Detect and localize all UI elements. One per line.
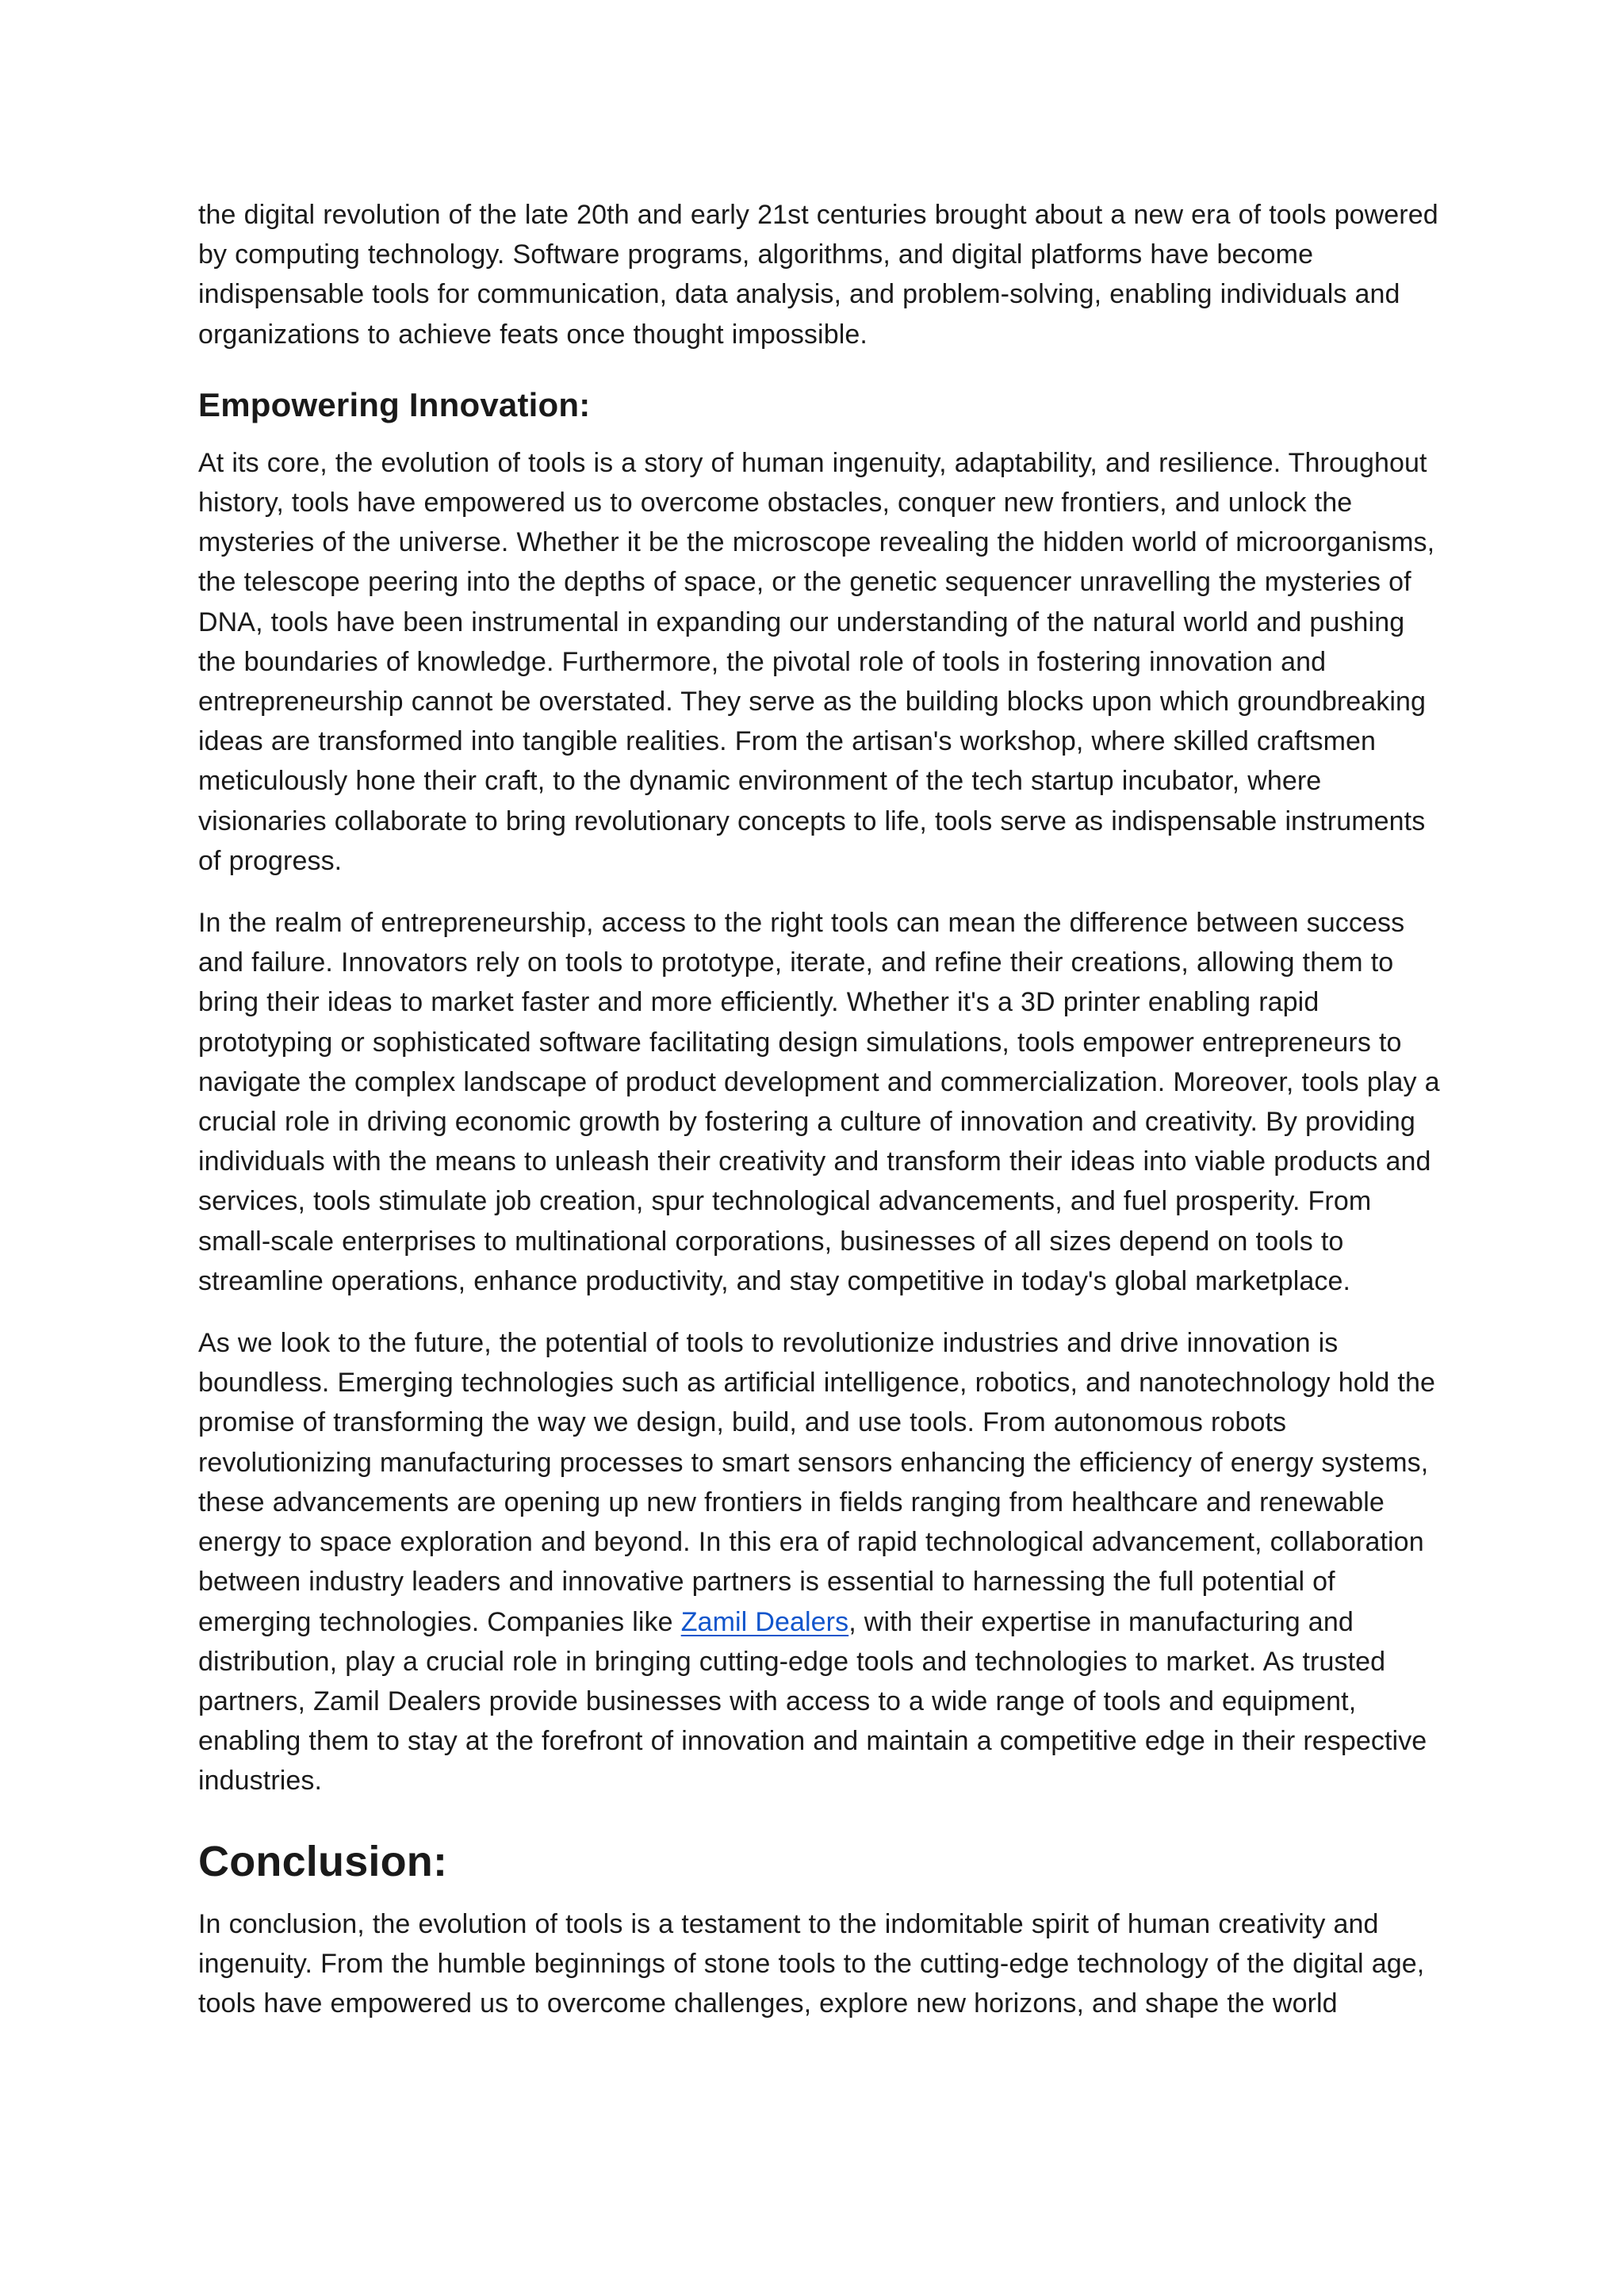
paragraph-text-after-link: , with their expertise in manufacturing and distribution, play a crucial role in bringing cutting-edge tools and technologies to market. As trusted partners, Zamil Dealers provide businesses with access to a wide range of tools and equipment, enabling them to stay at the forefront of innovation and maintain a competitive edge in their respective industries.	[198, 1606, 1427, 1797]
empowering-paragraph-1: At its core, the evolution of tools is a story of human ingenuity, adaptability, and resilience. Throughout history, tools have empowered us to overcome obstacles, conquer new frontiers, and unlock the mysteries of the universe. Whether it be the microscope revealing the hidden world of microorganisms, the telescope peering into the depths of space, or the genetic sequencer unravelling the mysteries of DNA, tools have been instrumental in expanding our understanding of the natural world and pushing the boundaries of knowledge. Furthermore, the pivotal role of tools in fostering innovation and entrepreneurship cannot be overstated. They serve as the building blocks upon which groundbreaking ideas are transformed into tangible realities. From the artisan's workshop, where skilled craftsmen meticulously hone their craft, to the dynamic environment of the tech startup incubator, where visionaries collaborate to bring revolutionary concepts to life, tools serve as indispensable instruments of progress.	[198, 447, 1435, 876]
paragraph-text-before-link: As we look to the future, the potential of tools to revolutionize industries and drive innovation is boundless. Emerging technologies such as artificial intelligence, robotics, and nanotechnology hold the promise of transforming the way we design, build, and use tools. From autonomous robots revolutionizing manufacturing processes to smart sensors enhancing the efficiency of energy systems, these advancements are opening up new frontiers in fields ranging from healthcare and renewable energy to space exploration and beyond. In this era of rapid technological advancement, collaboration between industry leaders and innovative partners is essential to harnessing the full potential of emerging technologies. Companies like	[198, 1328, 1435, 1637]
empowering-paragraph-2: In the realm of entrepreneurship, access to the right tools can mean the difference between success and failure. Innovators rely on tools to prototype, iterate, and refine their creations, allowing them to bring their ideas to market faster and more efficiently. Whether it's a 3D printer enabling rapid prototyping or sophisticated software facilitating design simulations, tools empower entrepreneurs to navigate the complex landscape of product development and commercialization. Moreover, tools play a crucial role in driving economic growth by fostering a culture of innovation and creativity. By providing individuals with the means to unleash their creativity and transform their ideas into viable products and services, tools stimulate job creation, spur technological advancements, and fuel prosperity. From small-scale enterprises to multinational corporations, businesses of all sizes depend on tools to streamline operations, enhance productivity, and stay competitive in today's global marketplace.	[198, 908, 1440, 1296]
conclusion-paragraph: In conclusion, the evolution of tools is a testament to the indomitable spirit of human creativity and ingenuity. From the humble beginnings of stone tools to the cutting-edge technology of the digital age, tools have empowered us to overcome challenges, explore new horizons, and shape the world	[198, 1908, 1425, 2019]
intro-paragraph: the digital revolution of the late 20th and early 21st centuries brought about a new era of tools powered by computing technology. Software programs, algorithms, and digital platforms have become indispensable tools for communication, data analysis, and problem-solving, enabling individuals and organizations to achieve feats once thought impossible.	[198, 200, 1438, 350]
section-heading-empowering-innovation: Empowering Innovation:	[198, 385, 591, 423]
document-page	[198, 195, 1448, 2023]
section-heading-conclusion: Conclusion:	[198, 1837, 448, 1885]
zamil-dealers-link[interactable]: Zamil Dealers	[680, 1606, 849, 1637]
empowering-paragraph-3	[198, 1323, 1448, 1800]
